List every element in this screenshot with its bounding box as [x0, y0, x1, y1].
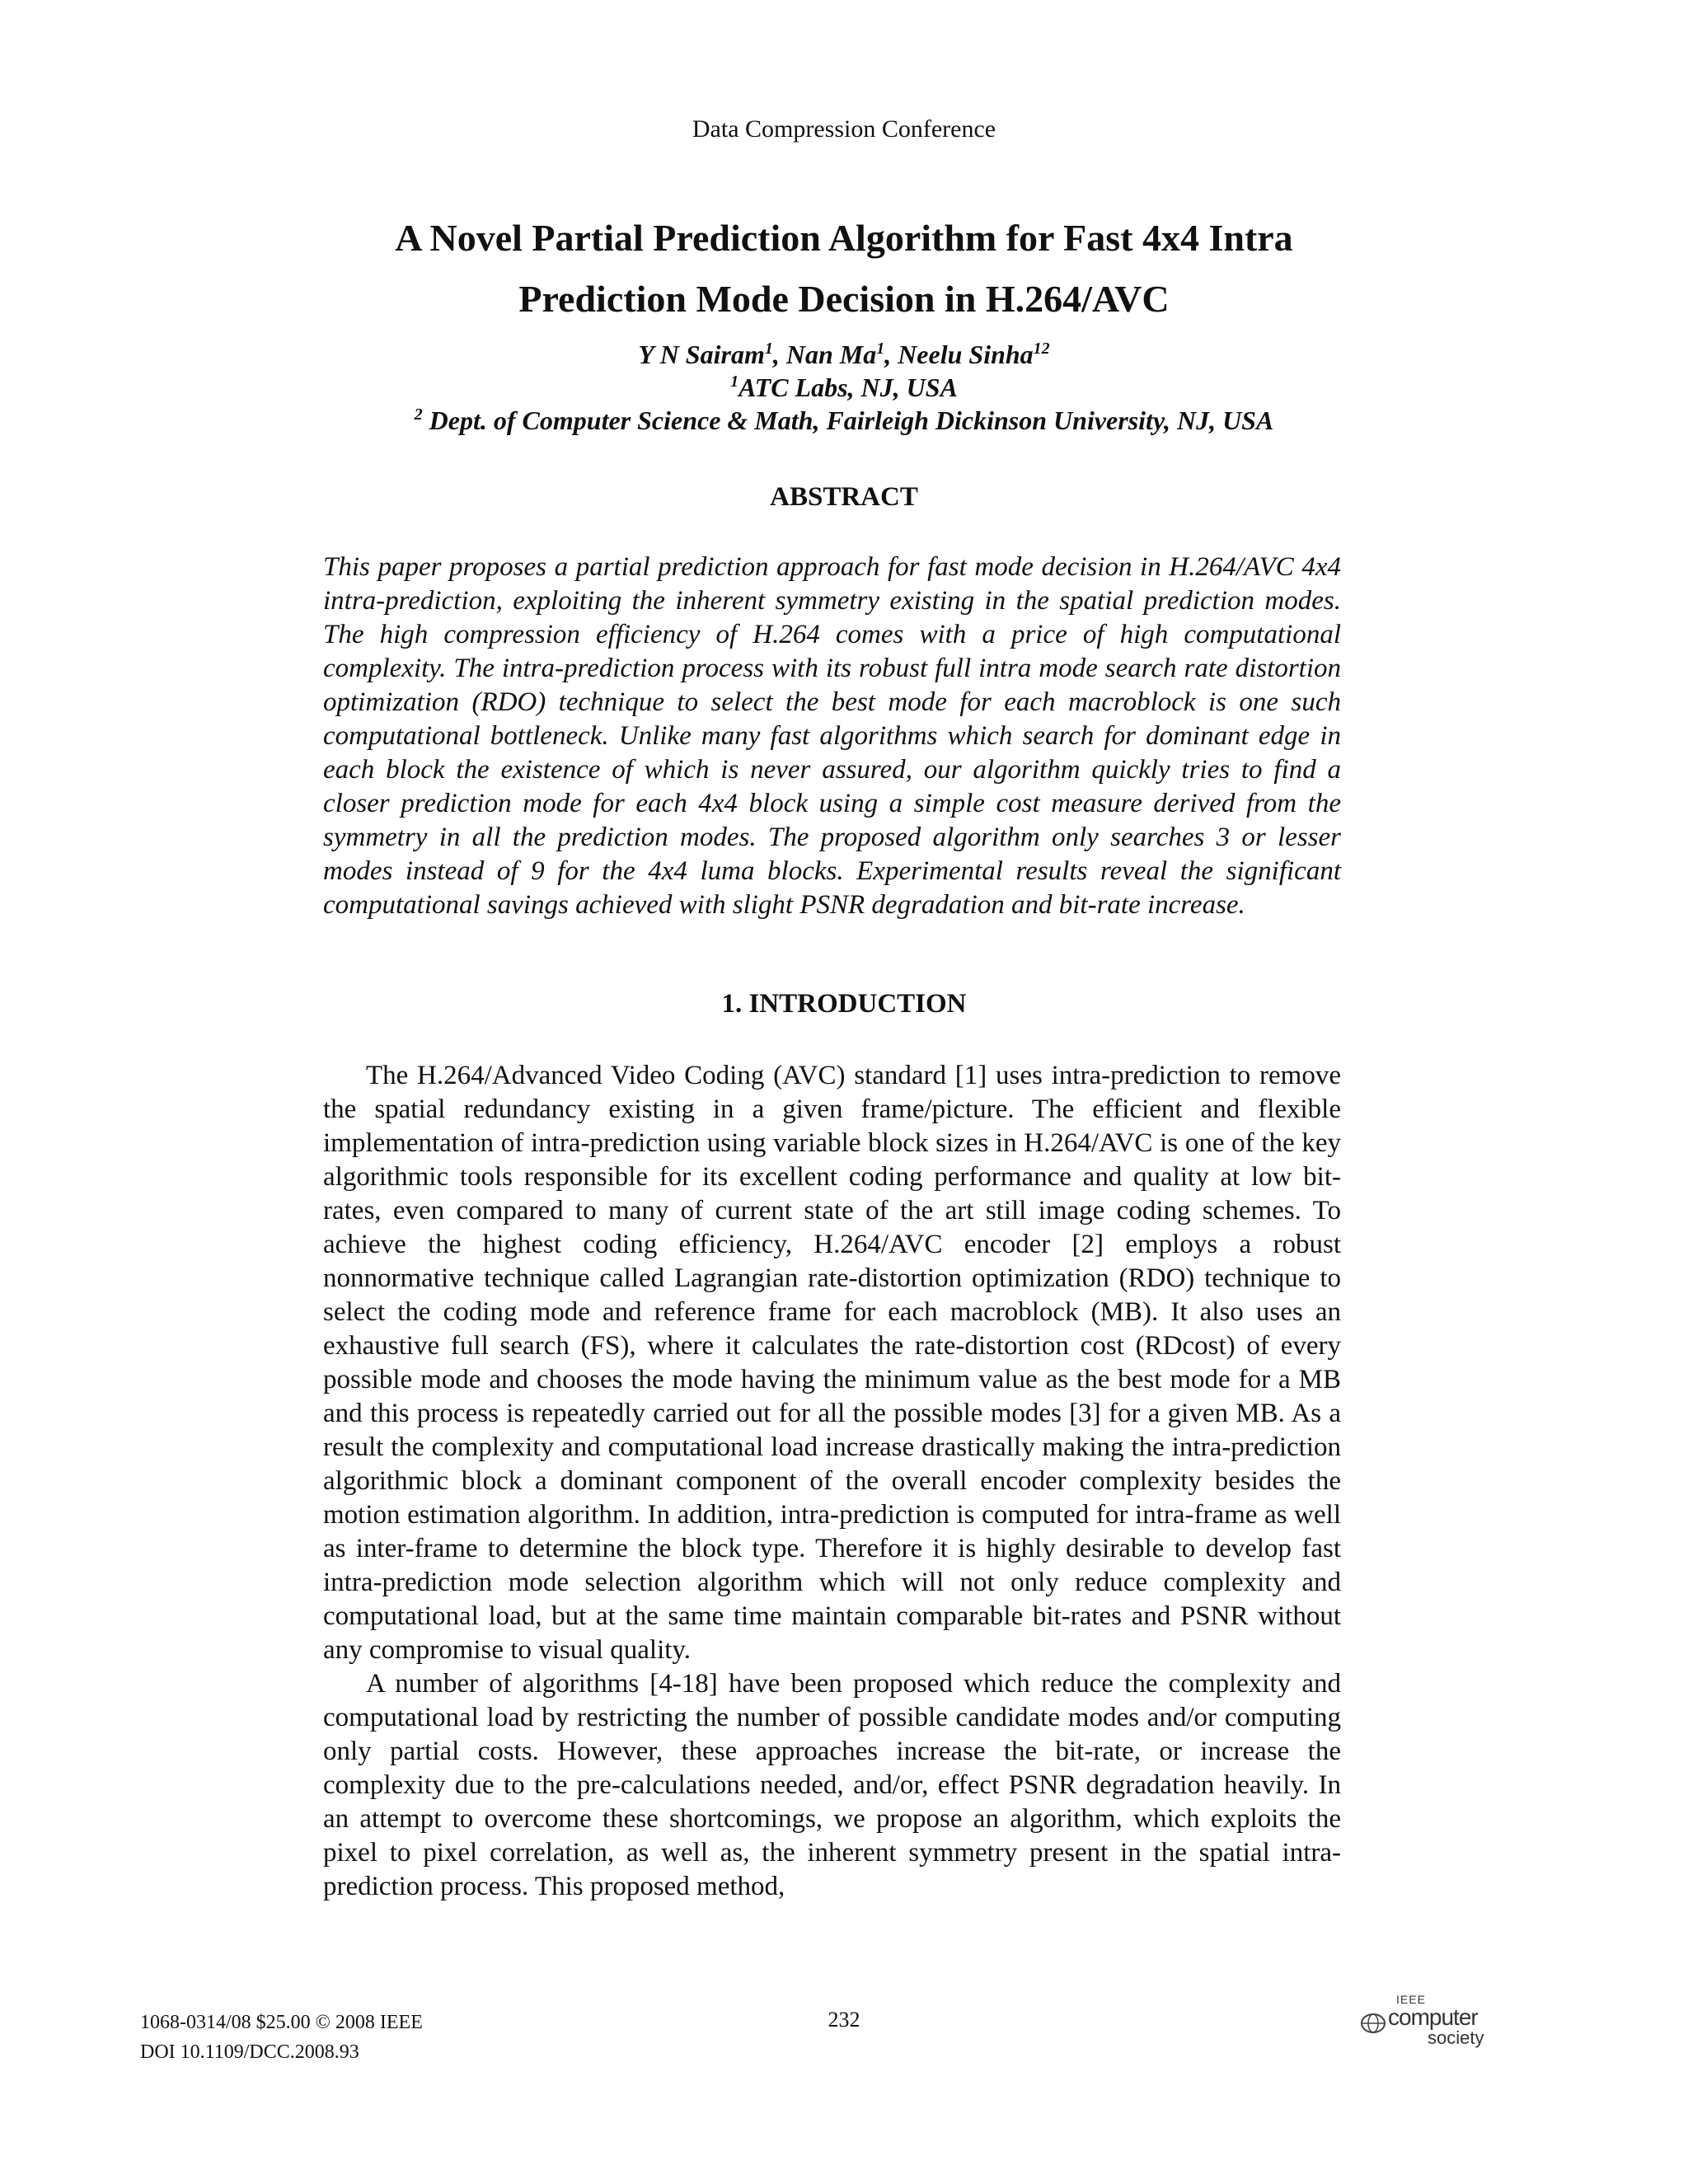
copyright-line: 1068-0314/08 $25.00 © 2008 IEEE [140, 2012, 423, 2033]
author-1-affiliation-mark: 1 [764, 340, 773, 358]
author-2-affiliation-mark: 1 [876, 340, 885, 358]
page-number: 232 [828, 2008, 860, 2032]
author-3-name: , Neelu Sinha [884, 340, 1034, 369]
affiliation-1-text: ATC Labs, NJ, USA [738, 373, 958, 402]
computer-society-logo-icon [1360, 2011, 1386, 2036]
conference-header: Data Compression Conference [692, 115, 996, 143]
paragraph: A number of algorithms [4-18] have been proposed which reduce the complexity and computational load by restricting the number of possible candidate modes and/or computing only partial costs. However, these approaches increase the bit-rate, or increase the complexity due to the pre-calculations needed, and/or, effect PSNR degradation heavily. In an attempt to overcome these shortcomings, we propose an algorithm, which exploits the pixel to pixel correlation, as well as, the inherent symmetry present in the spatial intra-prediction process. This proposed method, [323, 1669, 1341, 1901]
affiliation-1 [247, 371, 1441, 404]
affiliation-2-text: Dept. of Computer Science & Math, Fairleigh Dickinson University, NJ, USA [422, 405, 1274, 435]
logo-ieee-text: IEEE [1396, 1993, 1426, 2006]
author-2-name: , Nan Ma [772, 340, 877, 369]
author-names [247, 338, 1441, 371]
title-line-1: A Novel Partial Prediction Algorithm for Fast 4x4 Intra [395, 217, 1293, 259]
author-1-name: Y N Sairam [638, 340, 765, 369]
author-block [247, 338, 1441, 437]
affiliation-2-mark: 2 [414, 405, 423, 424]
ieee-computer-society-logo [1360, 1993, 1500, 2059]
doi-line: DOI 10.1109/DCC.2008.93 [140, 2041, 359, 2063]
introduction-heading: 1. INTRODUCTION [721, 989, 967, 1019]
affiliation-2 [247, 404, 1441, 437]
author-3-affiliation-mark: 12 [1033, 340, 1050, 358]
introduction-body [323, 1059, 1341, 1904]
abstract-text: This paper proposes a partial prediction approach for fast mode decision in H.264/AVC 4x4 intra-prediction, exploiting the inherent symmetry existing in the spatial prediction modes. The high compression efficiency of H.264 comes with a price of high computational complexity. The intra-prediction process with its robust full intra mode search rate distortion optimization (RDO) technique to select the best mode for each macroblock is one such computational bottleneck. Unlike many fast algorithms which search for dominant edge in each block the existence of which is never assured, our algorithm quickly tries to find a closer prediction mode for each 4x4 block using a simple cost measure derived from the symmetry in all the prediction modes. The proposed algorithm only searches 3 or lesser modes instead of 9 for the 4x4 luma blocks. Experimental results reveal the significant computational savings achieved with slight PSNR degradation and bit-rate increase. [323, 552, 1341, 920]
title-line-2: Prediction Mode Decision in H.264/AVC [518, 278, 1170, 320]
affiliation-1-mark: 1 [730, 373, 739, 391]
abstract-heading: ABSTRACT [770, 482, 918, 512]
logo-society-text: society [1428, 2027, 1484, 2048]
logo-computer-text: computer [1388, 2004, 1478, 2030]
paragraph: The H.264/Advanced Video Coding (AVC) standard [1] uses intra-prediction to remove the spatial redundancy existing in a given frame/picture. The efficient and flexible implementation of intra-prediction using variable block sizes in H.264/AVC is one of the key algorithmic tools responsible for its excellent coding performance and quality at low bit-rates, even compared to many of current state of the art still image coding schemes. To achieve the highest coding efficiency, H.264/AVC encoder [2] employs a robust nonnormative technique called Lagrangian rate-distortion optimization (RDO) technique to select the coding mode and reference frame for each macroblock (MB). It also uses an exhaustive full search (FS), where it calculates the rate-distortion cost (RDcost) of every possible mode and chooses the mode having the minimum value as the best mode for a MB and this process is repeatedly carried out for all the possible modes [3] for a given MB. As a result the complexity and computational load increase drastically making the intra-prediction algorithmic block a dominant component of the overall encoder complexity besides the motion estimation algorithm. In addition, intra-prediction is computed for intra-frame as well as inter-frame to determine the block type. Therefore it is highly desirable to develop fast intra-prediction mode selection algorithm which will not only reduce complexity and computational load, but at the same time maintain comparable bit-rates and PSNR without any compromise to visual quality. [323, 1061, 1341, 1665]
paper-title [247, 208, 1441, 330]
